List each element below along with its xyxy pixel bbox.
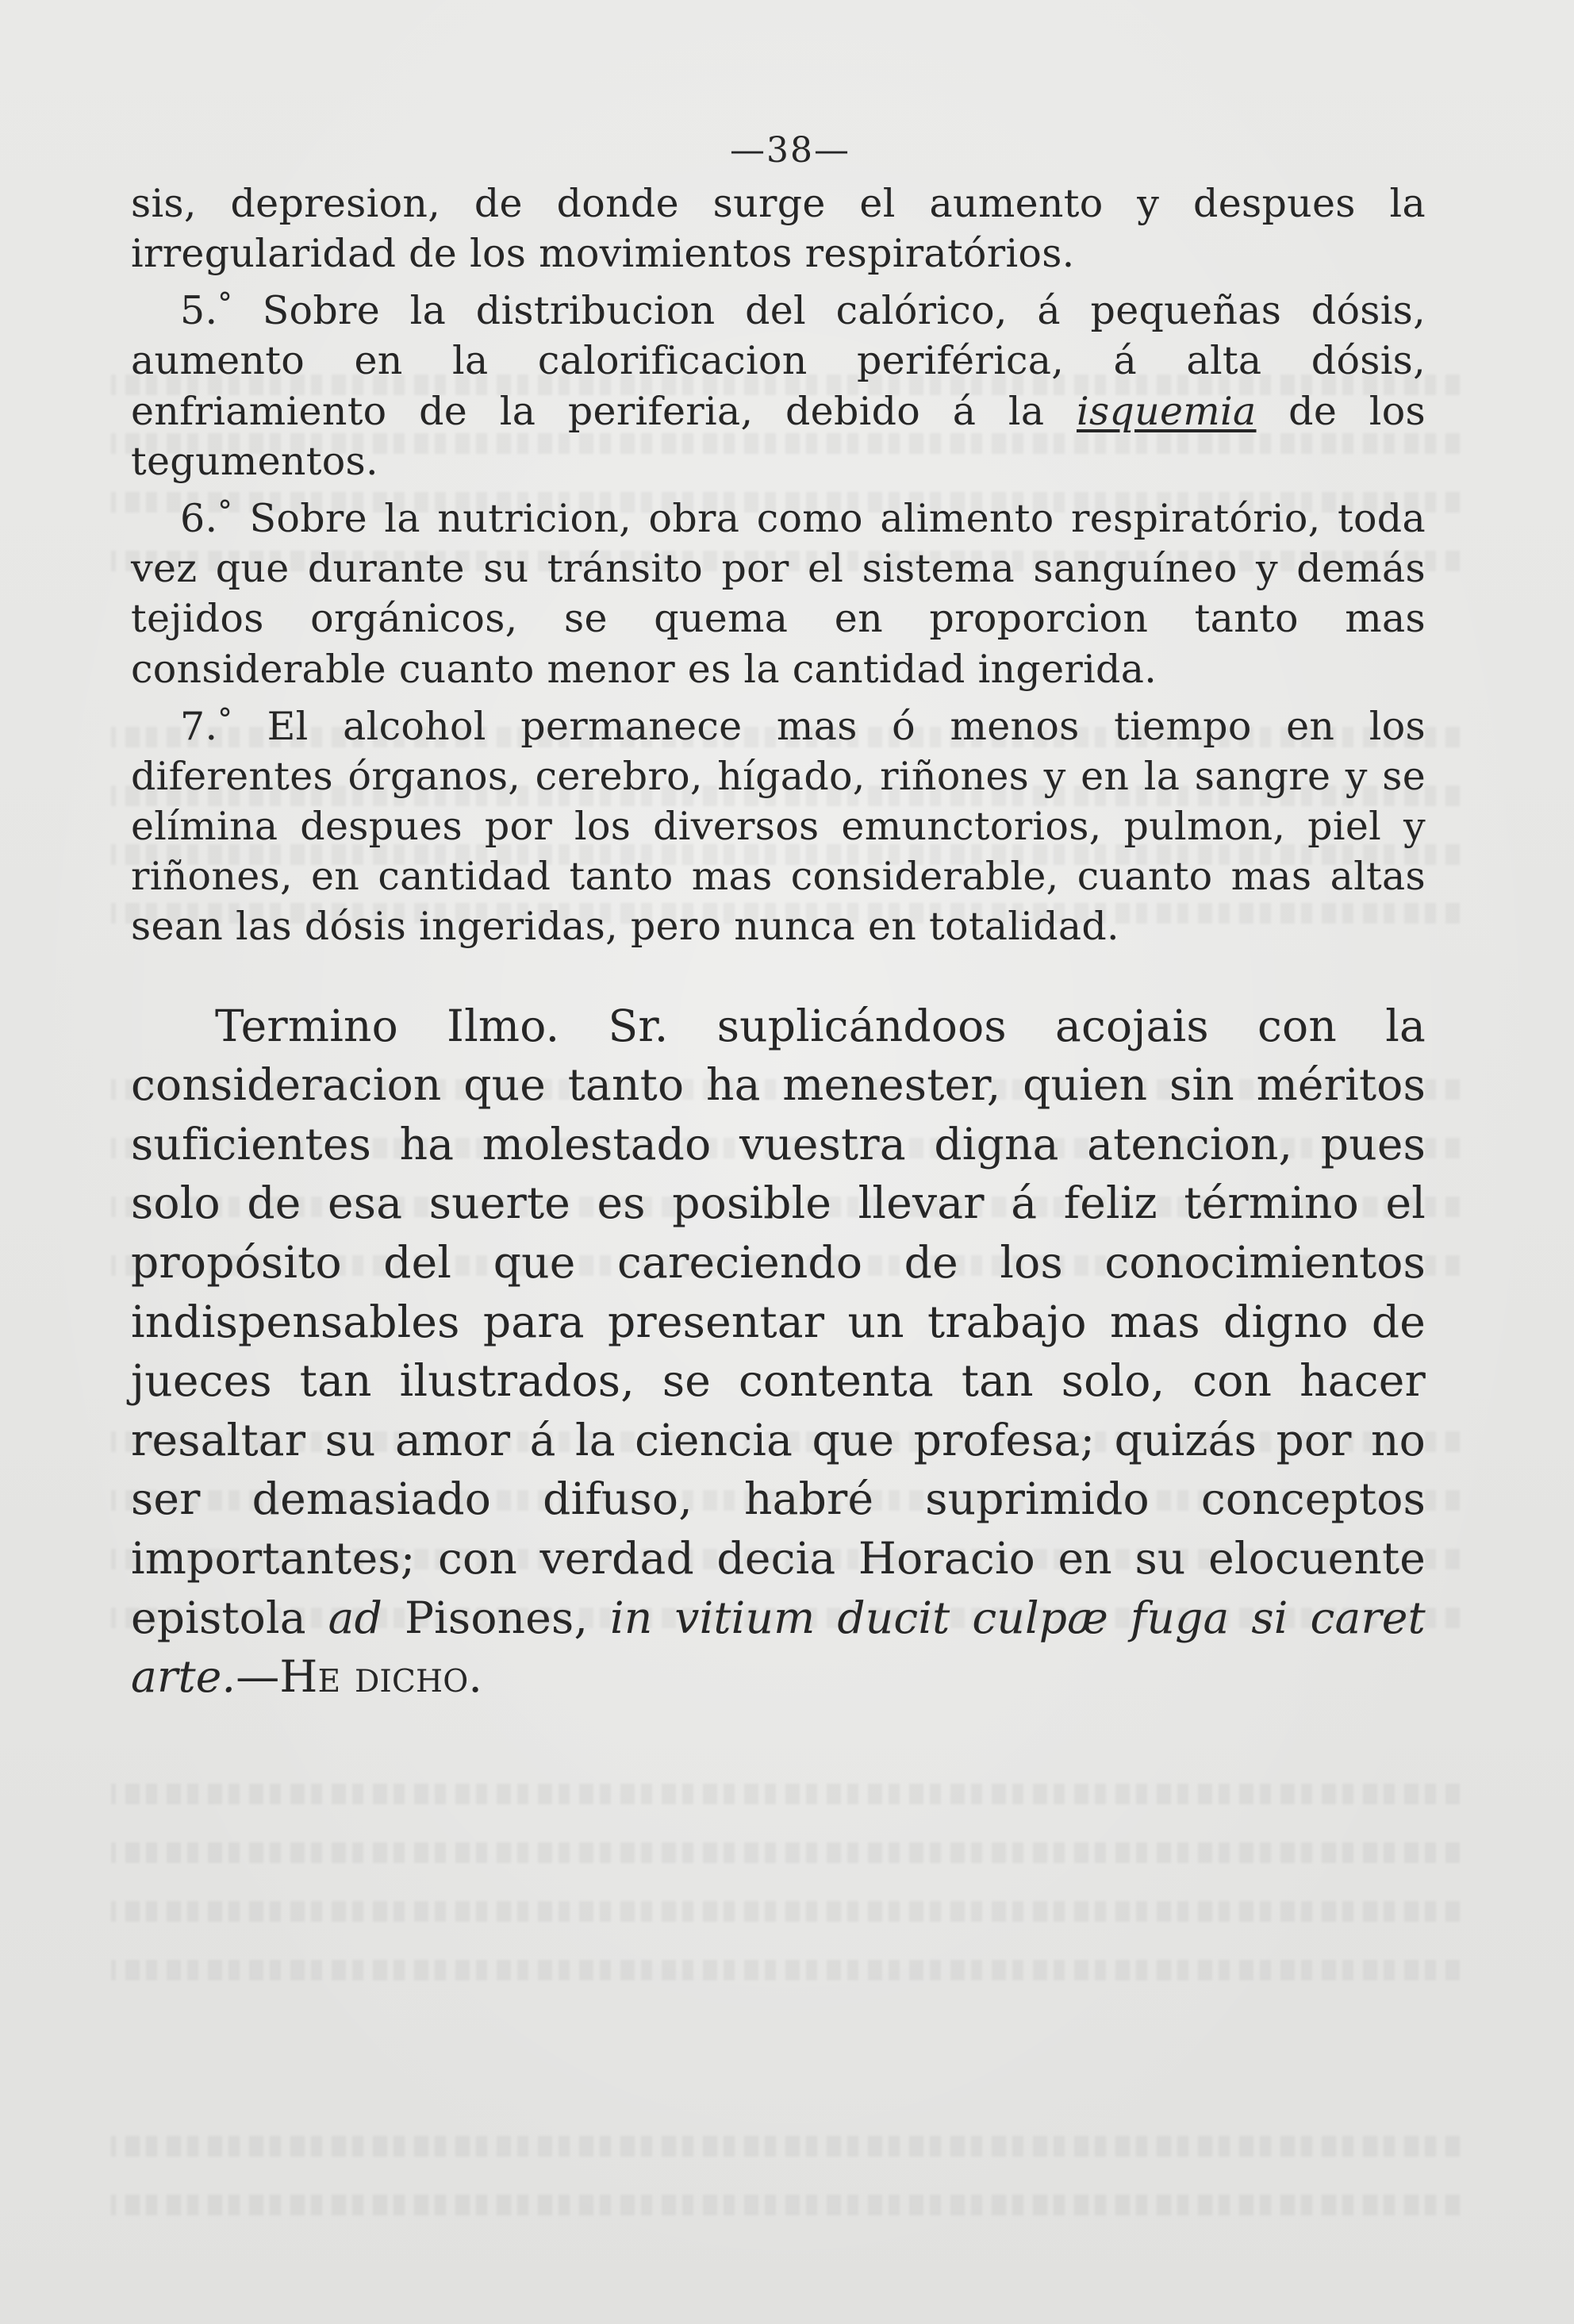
item-text: sis, depresion, de donde surge el aumento y despues la irregularidad de los movimientos respiratórios. (131, 181, 1426, 277)
closing-paragraph (131, 997, 1426, 1707)
numbered-items (131, 179, 1426, 952)
ordinal-mark: ° (217, 286, 233, 321)
latin-ad: ad (328, 1592, 383, 1643)
item-number: 6. (180, 495, 218, 541)
item-text: Sobre la nutricion, obra como alimento respiratório, toda vez que durante su tránsito por el sistema sanguíneo y demás tejidos orgánicos, se quema en proporcion tanto mas considerable cuanto menor es la cantidad ingerida. (131, 495, 1426, 692)
page-text (131, 123, 1426, 1707)
item-7 (131, 694, 1426, 952)
isquemia-term: isquemia (1077, 388, 1257, 434)
item-number: 5. (180, 288, 218, 334)
item-6 (131, 486, 1426, 694)
em-dash: — (236, 1651, 280, 1703)
item-number: 7. (180, 703, 218, 749)
page-number: —38— (730, 130, 850, 171)
item-text: El alcohol permanece mas ó menos tiempo en los diferentes órganos, cerebro, hígado, riñones y en la sangre y se elímina despues por los diversos emunctorios, pulmon, piel y riñones, en cantidad tanto mas considerable, cuanto mas altas sean las dósis ingeridas, pero nunca en totalidad. (131, 703, 1426, 950)
signoff: He dicho. (279, 1651, 483, 1703)
pisones: Pisones, (404, 1592, 589, 1643)
latin-quote: in vitium ducit culpæ fuga si caret arte. (131, 1592, 1426, 1703)
item-5 (131, 278, 1426, 486)
ordinal-mark: ° (217, 494, 233, 529)
ordinal-mark: ° (217, 701, 233, 736)
item-text-after: de los tegumentos. (131, 388, 1426, 484)
closing-text: Termino Ilmo. Sr. suplicándoos acojais con la consideracion que tanto ha menester, quien sin méritos suficientes ha molestado vuestra digna atencion, pues solo de esa suerte es posible llevar á feliz término el propósito del que careciendo de los conocimientos indispensables para presentar un trabajo mas digno de jueces tan ilustrados, se contenta tan solo, con hacer resaltar su amor á la ciencia que profesa; quizás por no ser demasiado difuso, habré suprimido conceptos importantes; con verdad decia Horacio en su elocuente epistola (131, 1000, 1426, 1643)
item-continuation (131, 179, 1426, 278)
item-text: Sobre la distribucion del calórico, á pequeñas dósis, aumento en la calorificacion periférica, á alta dósis, enfriamiento de la periferia, debido á la (131, 288, 1426, 434)
closing-text-block (131, 997, 1426, 1707)
